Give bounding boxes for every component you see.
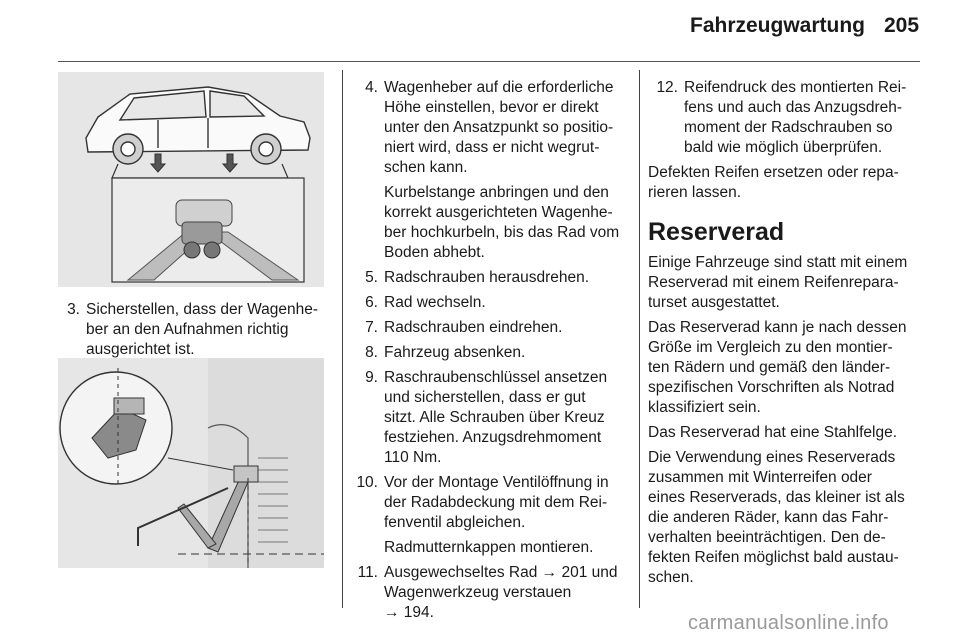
list-item — [348, 563, 626, 623]
item-number: 8. — [365, 344, 378, 361]
paragraph: Einige Fahrzeuge sind statt mit einem Reserverad mit einem Reifenrepara- turset ausgestattet. — [648, 254, 908, 311]
column-3 — [648, 78, 930, 593]
list-item — [348, 78, 626, 178]
column-divider-1 — [342, 70, 343, 608]
section-heading: Reserverad — [648, 218, 785, 246]
item-number: 7. — [365, 319, 378, 336]
paragraph: Defekten Reifen ersetzen oder repa- rieren lassen. — [648, 164, 899, 201]
paragraph: Die Verwendung eines Reserverads zusammen mit Winterreifen oder eines Reserverads, das kleiner ist als die anderen Räder, kann das Fahr- verhalten beeinträchtigen. Den de- fekten Reifen möglichst bald austau- schen. — [648, 449, 905, 586]
item-number: 10. — [356, 474, 378, 491]
item-number: 3. — [67, 301, 80, 318]
page-number: 205 — [884, 14, 920, 37]
item-text: Rad wechseln. — [384, 294, 486, 311]
list-item — [348, 343, 626, 363]
figure-jack-placement — [58, 358, 324, 568]
column-2 — [348, 78, 626, 628]
list-item — [348, 293, 626, 313]
item-sub-paragraph: Radmutternkappen montieren. — [384, 539, 594, 556]
list-item — [648, 78, 930, 158]
item-number: 11. — [357, 564, 378, 581]
item-number: 6. — [365, 294, 378, 311]
item-text: Radschrauben herausdrehen. — [384, 269, 590, 286]
paragraph: Das Reserverad hat eine Stahlfelge. — [648, 424, 898, 441]
item-text: Radschrauben eindrehen. — [384, 319, 563, 336]
jack-point-arrows — [151, 154, 237, 172]
watermark: carmanualsonline.info — [688, 612, 889, 634]
list-item — [348, 473, 626, 533]
item-sub-paragraph: Kurbelstange anbringen und den korrekt ausgerichteten Wagenhe- ber hochkurbeln, bis das Rad vom Boden abhebt. — [384, 184, 620, 261]
item-text: Wagenheber auf die erforderliche Höhe einstellen, bevor er direkt unter den Ansatzpunkt so positio- niert wird, dass er nicht wegrut- schen kann. — [384, 79, 614, 176]
item-text: Reifendruck des montierten Rei- fens und auch das Anzugsdreh- moment der Radschrauben so bald wie möglich überprüfen. — [684, 79, 907, 156]
list-item — [348, 318, 626, 338]
paragraph: Das Reserverad kann je nach dessen Größe im Vergleich zu den montier- ten Rädern und gemäß den länder- spezifischen Vorschriften als Notrad klassifiziert sein. — [648, 319, 907, 416]
item-text: Raschraubenschlüssel ansetzen und sicherstellen, dass er gut sitzt. Alle Schrauben über Kreuz festziehen. Anzugsdrehmoment 110 Nm. — [384, 369, 608, 466]
jack-detail-illustration — [112, 178, 304, 282]
figure-car-jacking-points — [58, 72, 324, 287]
car-illustration — [86, 87, 310, 164]
item-text: Vor der Montage Ventilöffnung in der Radabdeckung mit dem Rei- fenventil abgleichen. — [384, 474, 609, 531]
item-number: 12. — [656, 79, 678, 96]
column-1 — [58, 300, 330, 365]
item-text: Fahrzeug absenken. — [384, 344, 526, 361]
list-item — [58, 300, 330, 360]
header-divider — [58, 61, 920, 62]
item-number: 4. — [365, 79, 378, 96]
list-item — [348, 268, 626, 288]
item-number: 9. — [365, 369, 378, 386]
item-number: 5. — [365, 269, 378, 286]
column-divider-2 — [639, 70, 640, 608]
section-title: Fahrzeugwartung — [690, 14, 866, 37]
list-item — [348, 368, 626, 468]
item-text: Sicherstellen, dass der Wagenhe- ber an den Aufnahmen richtig ausgerichtet ist. — [86, 301, 319, 358]
item-text: Ausgewechseltes Rad → 201 und Wagenwerkzeug verstauen → 194. — [384, 564, 618, 621]
